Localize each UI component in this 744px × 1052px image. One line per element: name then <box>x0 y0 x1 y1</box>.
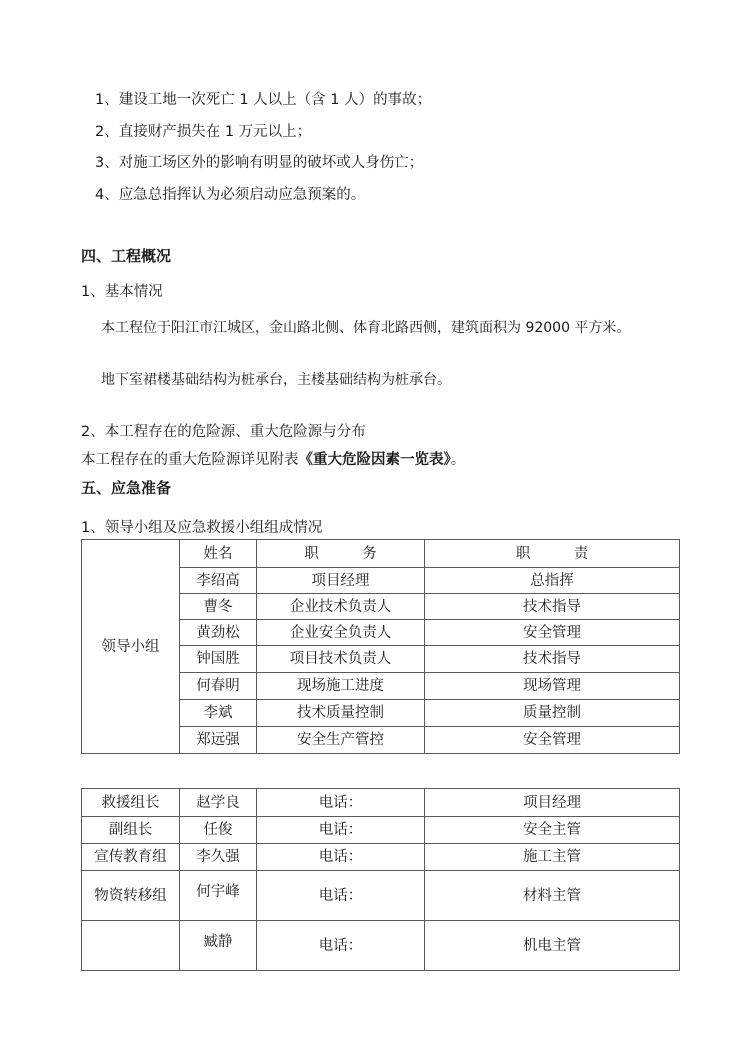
header-duty: 职 责 <box>425 540 680 568</box>
member-name: 黄劲松 <box>180 620 257 646</box>
rescue-team-table <box>81 788 680 971</box>
member-position: 企业技术负责人 <box>257 594 425 620</box>
member-duty: 安全管理 <box>425 727 680 754</box>
condition-item-3: 3、对施工场区外的影响有明显的破坏或人身伤亡； <box>95 155 424 171</box>
hazards-subheading: 2、本工程存在的危险源、重大危险源与分布 <box>81 424 366 440</box>
member-position: 项目技术负责人 <box>257 646 425 673</box>
condition-item-4: 4、应急总指挥认为必须启动应急预案的。 <box>95 187 366 203</box>
team-phone: 电话： <box>257 871 425 921</box>
team-member-name: 李久强 <box>180 844 257 871</box>
member-duty: 技术指导 <box>425 646 680 673</box>
team-role: 宣传教育组 <box>82 844 180 871</box>
team-role: 物资转移组 <box>82 871 180 921</box>
team-role: 救援组长 <box>82 789 180 817</box>
member-position: 现场施工进度 <box>257 673 425 700</box>
member-name: 何春明 <box>180 673 257 700</box>
hazards-text: 本工程存在的重大危险源详见附表 <box>81 452 299 468</box>
team-duty: 材料主管 <box>425 871 680 921</box>
member-duty: 现场管理 <box>425 673 680 700</box>
member-name: 曹冬 <box>180 594 257 620</box>
team-duty: 项目经理 <box>425 789 680 817</box>
member-duty: 总指挥 <box>425 568 680 594</box>
member-name: 李绍高 <box>180 568 257 594</box>
team-member-name: 任俊 <box>180 817 257 844</box>
condition-item-1: 1、建设工地一次死亡 1 人以上（含 1 人）的事故； <box>95 92 432 108</box>
table-row <box>82 844 680 871</box>
team-phone: 电话： <box>257 844 425 871</box>
team-phone: 电话： <box>257 921 425 971</box>
team-phone: 电话： <box>257 789 425 817</box>
member-duty: 安全管理 <box>425 620 680 646</box>
member-name: 李斌 <box>180 700 257 727</box>
team-role: 副组长 <box>82 817 180 844</box>
team-duty: 安全主管 <box>425 817 680 844</box>
team-member-name: 臧静 <box>180 921 257 971</box>
basic-info-subheading: 1、基本情况 <box>81 284 163 300</box>
table-row <box>82 817 680 844</box>
team-phone: 电话： <box>257 817 425 844</box>
team-composition-subheading: 1、领导小组及应急救援小组组成情况 <box>81 520 323 536</box>
hazards-paragraph <box>81 450 465 470</box>
team-duty: 机电主管 <box>425 921 680 971</box>
member-position: 企业安全负责人 <box>257 620 425 646</box>
section-4-heading: 四、工程概况 <box>81 247 172 265</box>
member-duty: 质量控制 <box>425 700 680 727</box>
header-name: 姓名 <box>180 540 257 568</box>
member-duty: 技术指导 <box>425 594 680 620</box>
team-member-name: 何宇峰 <box>180 871 257 921</box>
member-position: 项目经理 <box>257 568 425 594</box>
team-duty: 施工主管 <box>425 844 680 871</box>
table-header-row <box>82 540 680 568</box>
member-position: 技术质量控制 <box>257 700 425 727</box>
group-label-cell: 领导小组 <box>82 540 180 754</box>
table-row <box>82 789 680 817</box>
table-row <box>82 871 680 921</box>
table-row <box>82 921 680 971</box>
leadership-table <box>81 539 680 754</box>
member-name: 钟国胜 <box>180 646 257 673</box>
team-member-name: 赵学良 <box>180 789 257 817</box>
section-5-heading: 五、应急准备 <box>81 479 172 497</box>
member-name: 郑远强 <box>180 727 257 754</box>
hazards-text-end: 。 <box>450 452 466 468</box>
condition-item-2: 2、直接财产损失在 1 万元以上； <box>95 124 312 140</box>
header-position: 职 务 <box>257 540 425 568</box>
project-location-paragraph: 本工程位于阳江市江城区，金山路北侧、体育北路西侧，建筑面积为 92000 平方米。 <box>101 320 631 336</box>
team-role <box>82 921 180 971</box>
member-position: 安全生产管控 <box>257 727 425 754</box>
foundation-paragraph: 地下室裙楼基础结构为桩承台，主楼基础结构为桩承台。 <box>101 372 451 388</box>
hazards-appendix-link: 《重大危险因素一览表》 <box>298 452 451 468</box>
